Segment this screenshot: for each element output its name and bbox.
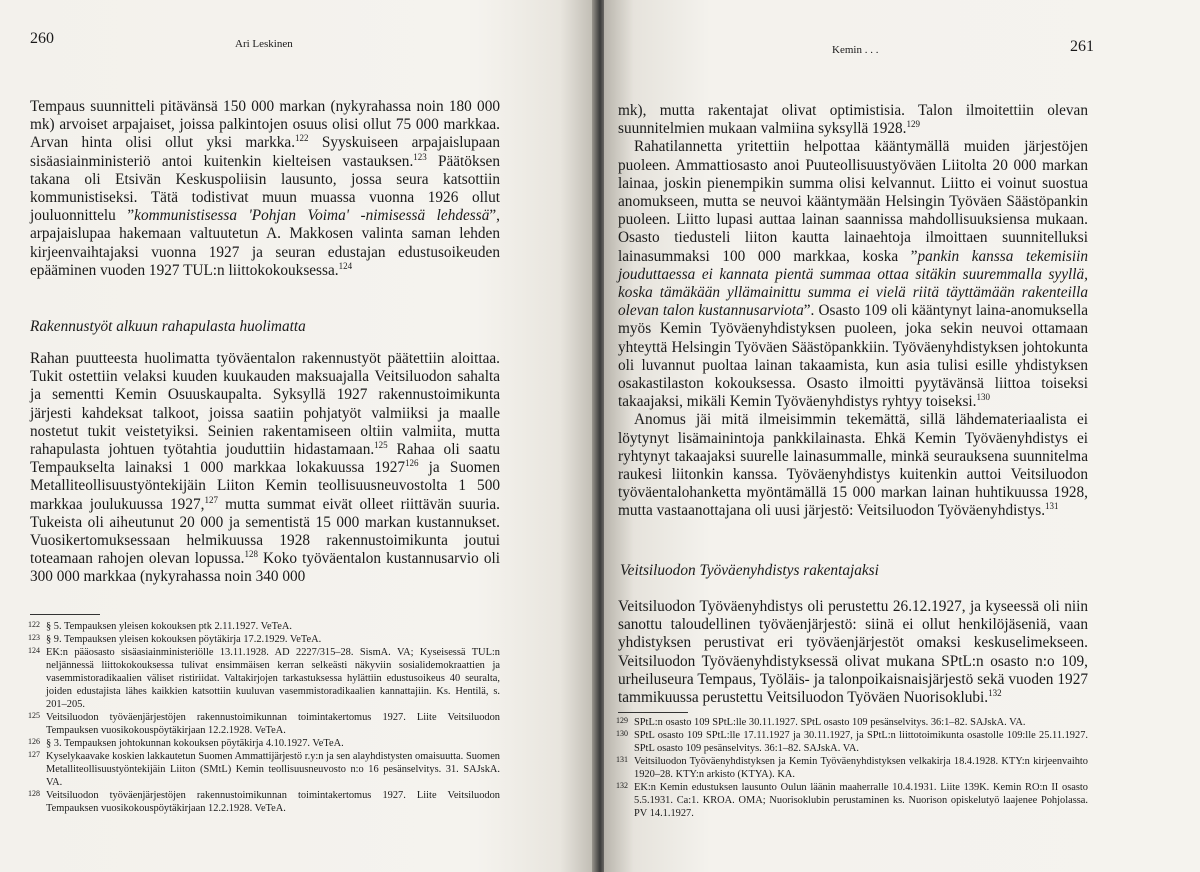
footnote	[28, 633, 500, 646]
footnote-ref: 129	[906, 119, 920, 130]
text-run: Veitsiluodon Työväenyhdistys oli perustettu 26.12.1927, ja kyseessä oli niin sanottu taloudellinen työväenjärjestö: siinä ei ollut henkilöjäseniä, vaan yhdistyksen perustivat eri työväenjärjestöt omaksi keskuselimekseen. Veitsiluodon Työväenyhdistyksessä olivat mukana SPtL:n osasto n:o 109, urheiluseura Tempaus, Työläis- ja talonpoikaisnaisjärjestö sekä vuoden 1927 tammikuussa perustettu Veitsiluodon Työväen Nuorisoklubi.	[618, 598, 1088, 707]
footnote-number: 126	[28, 737, 40, 746]
text-run: Syyskuiseen arpajaislupaan sisäasiainministeriö antoi kuitenkin kielteisen vastauksen.	[30, 134, 500, 170]
footnote-number: 128	[28, 789, 40, 798]
body-block-1	[618, 102, 1088, 521]
footnote	[616, 755, 1088, 781]
page-number: 260	[30, 30, 54, 47]
section-heading: Veitsiluodon Työväenyhdistys rakentajaksi	[620, 562, 879, 579]
footnote	[28, 737, 500, 750]
footnote-ref: 127	[204, 494, 218, 505]
footnote-number: 125	[28, 711, 40, 720]
footnote-text: EK:n pääosasto sisäasiainministeriölle 13.11.1928. AD 2227/315–28. SismA. VA; Kyseisessä TUL:n neljännessä liittokokouksessa tulivat ensimmäisen kerran selkeästi näkyviin sosialidemokraattien ja vasemmistoradikaalien väliset ristiriidat. Valtakirjojen tarkastuksessa hylättiin edustusoikeus 40 seuralta, joiden edustajista lähes kaikkien katsottiin kuuluvan vasemmistoradikaalien kannattajiin. Ks. Hentilä, s. 201–205.	[46, 647, 500, 710]
paragraph	[30, 98, 500, 280]
footnote-number: 122	[28, 620, 40, 629]
footnote-ref: 125	[374, 439, 388, 450]
text-run: Anomus jäi mitä ilmeisimmin tekemättä, sillä lähdemateriaalista ei löytynyt lisämainintoja pankkilainasta. Ehkä Kemin Työväenyhdistys ei ryhtynyt takaajaksi suurelle lainasummalle, minkä seurauksena suunnitelma raukesi liitonkin kanssa. Työväenyhdistys kuitenkin auttoi Veitsiluodon työväentalohanketta myöntämällä 15 000 markan lainan huhtikuussa 1928, mutta vastaanottajana oli uusi järjestö: Veitsiluodon Työväenyhdistys.	[618, 411, 1088, 520]
footnote-text: EK:n Kemin edustuksen lausunto Oulun läänin maaherralle 10.4.1931. Liite 139K. Kemin RO:n II osasto 5.5.1931. Ca:1. KROA. OMA; Nuorisoklubin perustaminen ks. Nuorison opiskelutyö laajenee Pohjolassa. PV 14.1.1927.	[634, 782, 1088, 819]
footnote-rule	[30, 614, 100, 615]
text-run: Koko työväentalon kustannusarvio oli 300 000 markkaa (nykyrahassa noin 340 000	[30, 550, 500, 586]
text-run: ”, arpajaislupaa hakemaan valtuutetun A. Makkosen valinta saman lehden kirjeenvaihtajaksi vuonna 1927 ja seuran edustajan edustusoikeuden epääminen vuoden 1927 TUL:n liittokokouksessa.	[30, 207, 500, 279]
footnote-text: Veitsiluodon Työväenyhdistyksen ja Kemin Työväenyhdistyksen velkakirja 18.4.1928. KTY:n kirjeenvaihto 1920–28. KTY:n arkisto (KTYA). KA.	[634, 756, 1088, 780]
paragraph	[618, 598, 1088, 707]
section-heading: Rakennustyöt alkuun rahapulasta huolimatta	[30, 318, 306, 335]
footnote-number: 129	[616, 716, 628, 725]
footnote-number: 124	[28, 646, 40, 655]
text-run: Rahan puutteesta huolimatta työväentalon rakennustyöt päätettiin aloittaa. Tukit ostettiin velaksi kuuden kuukauden maksuajalla Veitsiluodon sahalta ja sementti Kemin Osuuskaupalta. Syksyllä 1927 rakennustoimikunta järjesti kahdeksat talkoot, joissa saatiin pohjatyöt valmiiksi ja maalle nostetut tukit veistetyiksi. Seinien rakentamiseen oltiin valmiita, mutta rahapulasta johtuen työtahtia jouduttiin hidastamaan.	[30, 350, 500, 459]
footnote-ref: 132	[988, 687, 1002, 698]
footnote-ref: 123	[413, 151, 427, 162]
footnote	[28, 750, 500, 789]
paragraph	[618, 102, 1088, 138]
body-block-1	[30, 98, 500, 280]
text-run: pankin kanssa tekemisiin jouduttaessa ei kannata pientä summaa ottaa sitäkin suuremmalla syyllä, koska tämäkään yllämainittu summa ei vielä riitä täyttämään rakenteilla olevan talon kustannusarviota	[618, 247, 1088, 320]
left-page	[0, 0, 596, 872]
text-run: mk), mutta rakentajat olivat optimistisia. Talon ilmoitettiin olevan suunnitelmien mukaan valmiina syksyllä 1928.	[618, 102, 1088, 138]
footnote-text: Veitsiluodon työväenjärjestöjen rakennustoimikunnan toimintakertomus 1927. Liite Veitsiluodon Tempauksen vuosikokouspöytäkirjaan 12.2.1928. VeTeA.	[46, 712, 500, 736]
paragraph	[618, 411, 1088, 520]
footnote-text: § 9. Tempauksen yleisen kokouksen pöytäkirja 17.2.1929. VeTeA.	[46, 634, 322, 645]
footnote	[28, 620, 500, 633]
text-run: kommunistisessa 'Pohjan Voima' -nimisessä lehdessä	[134, 207, 490, 225]
text-run: ”. Osasto 109 oli kääntynyt laina-anomuksella myös Kemin Työväenyhdistyksen puoleen, joka sekin neuvoi ottamaan yhteyttä Helsingin Työväen Säästöpankkiin. Työväenyhdistyksen johtokunta oli luvannut puoltaa lainan takaamista, kun asia tulisi esille yhdistyksen osakastilaston kokouksessa. Osasto ilmoitti pyytävänsä liittoa toiseksi takaajaksi, mikäli Kemin Työväenyhdistys ryhtyy toiseksi.	[618, 302, 1088, 411]
footnote-ref: 126	[405, 458, 419, 469]
running-head: Kemin . . .	[832, 44, 879, 56]
footnote-text: Veitsiluodon työväenjärjestöjen rakennustoimikunnan toimintakertomus 1927. Liite Veitsiluodon Tempauksen vuosikokouspöytäkirjaan 12.2.1928. VeTeA.	[46, 790, 500, 814]
right-page	[604, 0, 1200, 872]
running-head: Ari Leskinen	[235, 38, 293, 50]
text-run: Rahatilannetta yritettiin helpottaa kääntymällä muiden järjestöjen puoleen. Ammattiosasto anoi Puuteollisuustyöväen Liitolta 20 000 markan lainaa, joskin pienempikin summa olisi kelvannut. Liitto ei voinut suostua anomukseen, mutta se neuvoi kääntymään Helsingin Työväen Säästöpankin puoleen. Liitto lupasi auttaa lainan saannissa mahdollisuuksiensa mukaan. Osasto tiedusteli liiton kautta lainaehtoja ilmoittaen suunnitelluksi lainasummaksi 100 000 markkaa, koska ”	[618, 138, 1088, 265]
footnote-text: Kyselykaavake koskien lakkautetun Suomen Ammattijärjestö r.y:n ja sen alayhdistysten omaisuutta. Suomen Metalliteollisuustyöntekijäin Liiton (SMtL) Kemin teollisuusneuvosto n:o 16 pesänselvitys. 31. SAJskA. VA.	[46, 751, 500, 788]
footnote-ref: 131	[1045, 501, 1059, 512]
footnote	[28, 789, 500, 815]
footnote-rule	[618, 712, 688, 713]
footnote-number: 123	[28, 633, 40, 642]
footnote-ref: 122	[295, 133, 309, 144]
paragraph	[30, 350, 500, 587]
text-run: mutta summat eivät olleet riittävän suuria. Tukeista oli aiheutunut 20 000 ja sementistä 15 000 markan kustannukset. Vuosikertomuksessaan helmikuussa 1928 rakennustoimikunta joutui toteamaan rahojen olevan lopussa.	[30, 495, 501, 568]
page-number: 261	[1070, 38, 1094, 55]
footnote-ref: 128	[244, 549, 258, 560]
footnote	[616, 716, 1088, 729]
footnote	[28, 711, 500, 737]
footnote-number: 132	[616, 781, 628, 790]
body-block-2	[618, 598, 1088, 707]
footnote	[28, 646, 500, 711]
footnote-text: § 3. Tempauksen johtokunnan kokouksen pöytäkirja 4.10.1927. VeTeA.	[46, 738, 344, 749]
footnote-number: 130	[616, 729, 628, 738]
footnote-number: 127	[28, 750, 40, 759]
footnote	[616, 729, 1088, 755]
text-run: Rahaa oli saatu Tempaukselta lainaksi 1 000 markkaa lokakuussa 1927	[30, 441, 500, 477]
body-block-2	[30, 350, 500, 587]
footnote-text: SPtL osasto 109 SPtL:lle 17.11.1927 ja 30.11.1927, ja SPtL:n liittotoimikunta osastolle 109:lle 25.11.1927. SPtL osasto 109 pesänselvitys. 36:1–82. SAJskA. VA.	[634, 730, 1088, 754]
footnote-text: § 5. Tempauksen yleisen kokouksen ptk 2.11.1927. VeTeA.	[46, 621, 292, 632]
footnote-text: SPtL:n osasto 109 SPtL:lle 30.11.1927. SPtL osasto 109 pesänselvitys. 36:1–82. SAJskA. VA.	[634, 717, 1026, 728]
footnote-number: 131	[616, 755, 628, 764]
footnotes	[616, 716, 1088, 820]
footnotes	[28, 620, 500, 815]
footnote-ref: 124	[338, 260, 353, 271]
text-run: ja Suomen Metalliteollisuustyöntekijäin Liiton Kemin teollisuusneuvostolta 1 500 markkaa joulukuussa 1927,	[30, 459, 500, 513]
text-run: Päätöksen takana oli Etsivän Keskuspoliisin lausunto, jossa seura katsottiin kommunistiseksi. Tätä todistivat muun muassa vuonna 1926 ollut jouluonnittelu ”	[30, 152, 500, 225]
text-run: Tempaus suunnitteli pitävänsä 150 000 markan (nykyrahassa noin 180 000 mk) arvoiset arpajaiset, joissa palkintojen osuus olisi ollut 75 000 markkaa. Arvan hinta olisi ollut yksi markka.	[30, 98, 500, 152]
footnote	[616, 781, 1088, 820]
footnote-ref: 130	[976, 392, 990, 403]
paragraph	[618, 138, 1088, 411]
